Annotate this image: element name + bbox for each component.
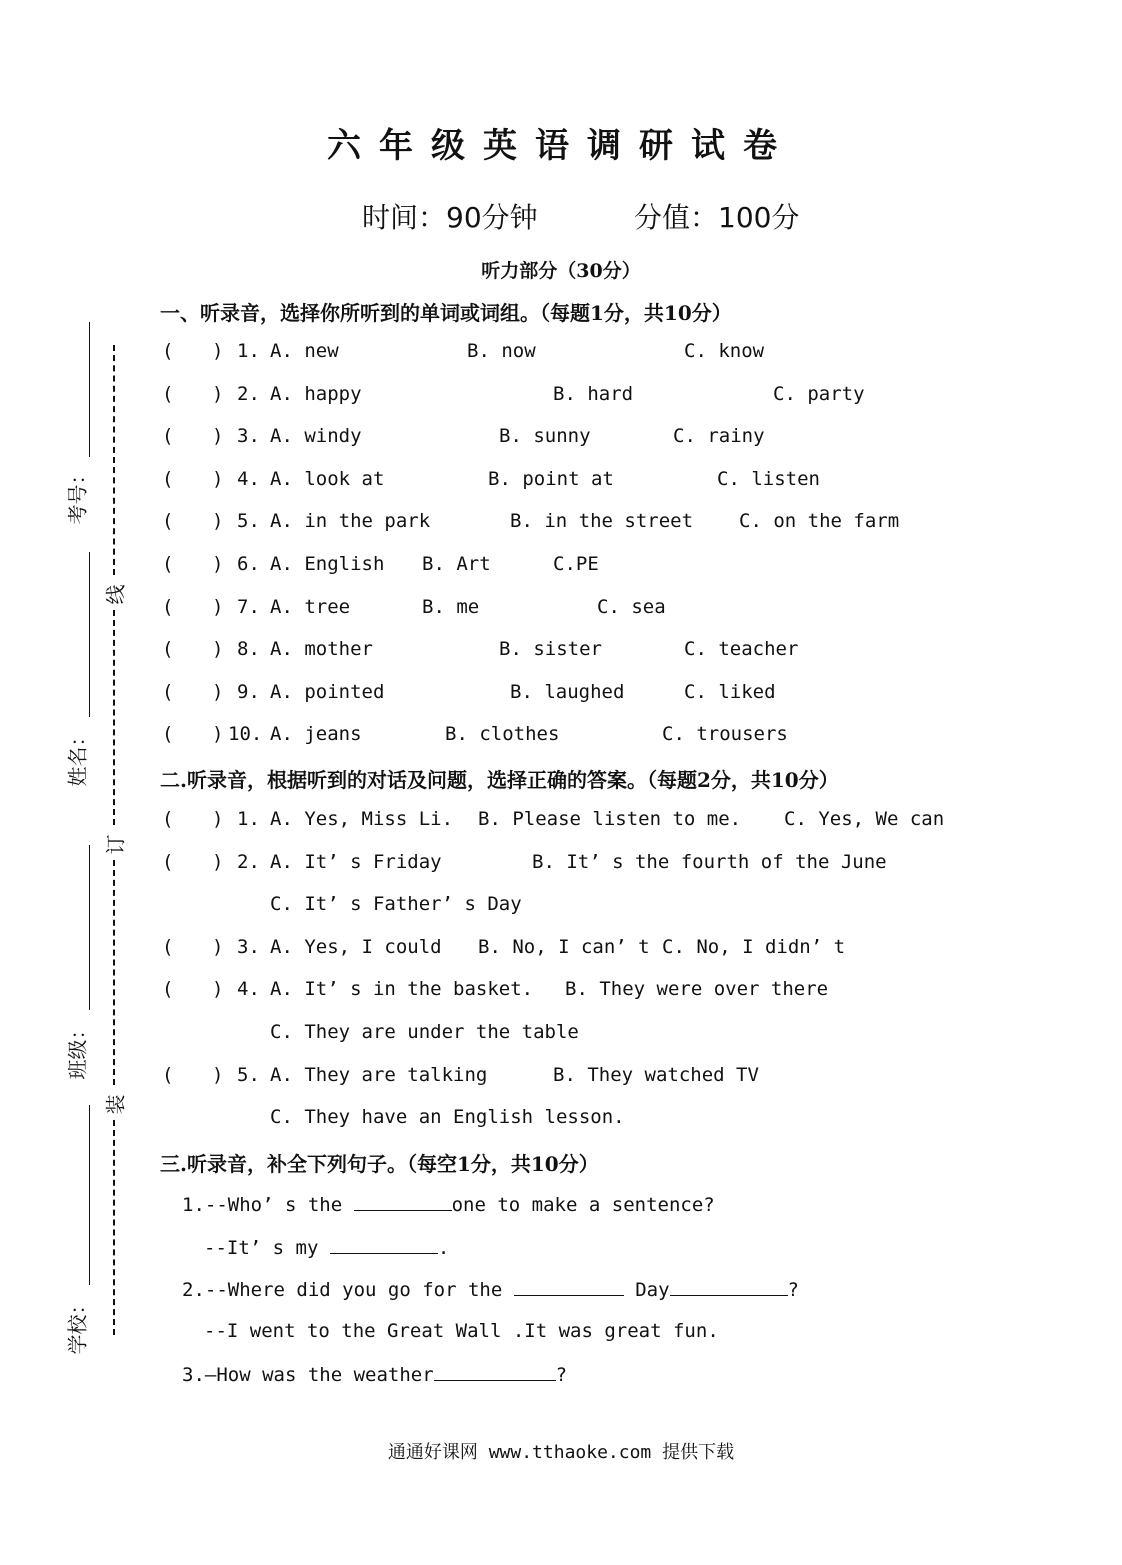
option-b[interactable]: B. me — [422, 596, 480, 618]
answer-paren-open[interactable]: ( — [162, 978, 174, 1000]
answer-paren-close: ) — [212, 596, 224, 618]
option-c[interactable]: C. They have an English lesson. — [270, 1106, 625, 1128]
school-label: 学校： — [65, 1294, 90, 1355]
option-b[interactable]: B. Please listen to me. — [478, 808, 742, 830]
option-c[interactable]: C. party — [773, 383, 865, 405]
answer-paren-close: ) — [212, 851, 224, 873]
option-a[interactable]: A. in the park — [270, 510, 431, 532]
s3-q3-text1: —How was the weather — [204, 1364, 434, 1386]
answer-paren-close: ) — [212, 468, 224, 490]
option-b[interactable]: B. It’ s the fourth of the June — [532, 851, 887, 873]
question-number: 2. — [237, 851, 260, 873]
binding-dash-line — [113, 860, 115, 1085]
option-a[interactable]: A. pointed — [270, 681, 385, 703]
binding-mark-zhuang: 装 — [103, 1094, 128, 1115]
score-label: 分值：100分 — [634, 201, 800, 234]
answer-paren-close: ) — [212, 681, 224, 703]
answer-paren-close: ) — [212, 340, 224, 362]
option-b[interactable]: B. They were over there — [565, 978, 829, 1000]
exam-title: 六年级英语调研试卷 — [327, 126, 795, 166]
listening-part-heading: 听力部分（30分） — [481, 260, 641, 282]
option-b[interactable]: B. hard — [553, 383, 634, 405]
option-c[interactable]: C. It’ s Father’ s Day — [270, 893, 522, 915]
option-b[interactable]: B. now — [467, 340, 536, 362]
option-b[interactable]: B. They watched TV — [553, 1064, 759, 1086]
option-c[interactable]: C. liked — [684, 681, 776, 703]
binding-dash-line — [113, 610, 115, 825]
option-a[interactable]: A. They are talking — [270, 1064, 488, 1086]
option-a[interactable]: A. windy — [270, 425, 362, 447]
option-c[interactable]: C. teacher — [684, 638, 799, 660]
answer-paren-open[interactable]: ( — [162, 808, 174, 830]
answer-paren-open[interactable]: ( — [162, 681, 174, 703]
name-label: 姓名： — [65, 726, 90, 787]
answer-paren-open[interactable]: ( — [162, 468, 174, 490]
question-number: 5. — [237, 510, 260, 532]
answer-paren-open[interactable]: ( — [162, 638, 174, 660]
s3-q2-text3: ? — [787, 1279, 799, 1301]
option-c[interactable]: C. They are under the table — [270, 1021, 579, 1043]
exam-no-line — [89, 322, 90, 457]
answer-paren-open[interactable]: ( — [162, 510, 174, 532]
name-line — [89, 552, 90, 717]
question-number: 6. — [237, 553, 260, 575]
answer-paren-open[interactable]: ( — [162, 596, 174, 618]
option-c[interactable]: C. rainy — [673, 425, 765, 447]
answer-paren-close: ) — [212, 383, 224, 405]
school-line — [89, 1105, 90, 1285]
option-a[interactable]: A. new — [270, 340, 339, 362]
s3-q1-line1 — [182, 1192, 715, 1216]
answer-paren-close: ) — [212, 638, 224, 660]
class-label: 班级： — [65, 1019, 90, 1080]
answer-paren-open[interactable]: ( — [162, 1064, 174, 1086]
time-label: 时间：90分钟 — [362, 201, 538, 234]
question-number: 5. — [237, 1064, 260, 1086]
answer-blank[interactable] — [434, 1362, 556, 1381]
option-c[interactable]: C.PE — [553, 553, 599, 575]
question-number: 7. — [237, 596, 260, 618]
option-c[interactable]: C. trousers — [662, 723, 788, 745]
answer-blank[interactable] — [670, 1277, 788, 1296]
answer-paren-open[interactable]: ( — [162, 425, 174, 447]
answer-paren-close: ) — [212, 808, 224, 830]
question-number: 4. — [237, 468, 260, 490]
option-c[interactable]: C. listen — [717, 468, 820, 490]
option-a[interactable]: A. jeans — [270, 723, 362, 745]
answer-paren-close: ) — [212, 425, 224, 447]
s3-q1-reply1: --It’ s my — [204, 1237, 330, 1259]
s3-q1-text2: one to make a sentence? — [451, 1194, 715, 1216]
answer-paren-close: ) — [212, 723, 224, 745]
option-c[interactable]: C. Yes, We can — [784, 808, 945, 830]
exam-no-label: 考号： — [65, 464, 90, 525]
s3-q1-text1: --Who’ s the — [204, 1194, 354, 1216]
option-a[interactable]: A. mother — [270, 638, 373, 660]
s3-q1-num: 1. — [182, 1194, 205, 1216]
answer-blank[interactable] — [514, 1277, 624, 1296]
option-b[interactable]: B. sunny — [499, 425, 591, 447]
s3-q3-num: 3. — [182, 1364, 205, 1386]
answer-blank[interactable] — [354, 1192, 452, 1211]
binding-mark-ding: 订 — [103, 834, 128, 855]
option-b[interactable]: B. clothes — [445, 723, 560, 745]
answer-paren-close: ) — [212, 978, 224, 1000]
answer-paren-close: ) — [212, 510, 224, 532]
answer-paren-close: ) — [212, 936, 224, 958]
option-c[interactable]: C. No, I didn’ t — [662, 936, 846, 958]
option-a[interactable]: A. happy — [270, 383, 362, 405]
footer-source: 通通好课网 www.tthaoke.com 提供下载 — [387, 1442, 735, 1463]
section2-heading: 二.听录音，根据听到的对话及问题，选择正确的答案。（每题2分，共10分） — [160, 768, 839, 792]
answer-paren-open[interactable]: ( — [162, 936, 174, 958]
option-b[interactable]: B. No, I can’ t — [478, 936, 650, 958]
section1-heading: 一、听录音，选择你所听到的单词或词组。（每题1分，共10分） — [160, 301, 732, 325]
answer-paren-open[interactable]: ( — [162, 383, 174, 405]
s3-q3-line1 — [182, 1362, 567, 1386]
class-line — [89, 845, 90, 1010]
option-a[interactable]: A. Yes, I could — [270, 936, 442, 958]
option-a[interactable]: A. tree — [270, 596, 351, 618]
answer-paren-open[interactable]: ( — [162, 340, 174, 362]
option-c[interactable]: C. on the farm — [739, 510, 900, 532]
question-number: 2. — [237, 383, 260, 405]
s3-q1-line2 — [204, 1235, 449, 1259]
option-b[interactable]: B. point at — [488, 468, 614, 490]
s3-q2-text1: --Where did you go for the — [204, 1279, 514, 1301]
s3-q1-reply2: . — [437, 1237, 450, 1259]
binding-mark-line: 线 — [103, 584, 128, 605]
option-c[interactable]: C. know — [684, 340, 765, 362]
option-b[interactable]: B. Art — [422, 553, 491, 575]
answer-paren-open[interactable]: ( — [162, 553, 174, 575]
option-b[interactable]: B. sister — [499, 638, 602, 660]
s3-q2-text2: Day — [623, 1279, 670, 1301]
section3-heading: 三.听录音，补全下列句子。（每空1分，共10分） — [160, 1152, 599, 1176]
question-number: 3. — [237, 425, 260, 447]
binding-dash-line — [113, 1120, 115, 1335]
question-number: 1. — [237, 808, 260, 830]
question-number: 10. — [228, 723, 263, 745]
s3-q3-text2: ? — [555, 1364, 568, 1386]
answer-paren-close: ) — [212, 1064, 224, 1086]
question-number: 1. — [237, 340, 260, 362]
option-a[interactable]: A. English — [270, 553, 385, 575]
answer-paren-open[interactable]: ( — [162, 723, 174, 745]
question-number: 3. — [237, 936, 260, 958]
s3-q2-line1 — [182, 1277, 799, 1301]
question-number: 9. — [237, 681, 260, 703]
answer-paren-open[interactable]: ( — [162, 851, 174, 873]
binding-dash-line — [113, 345, 115, 575]
question-number: 8. — [237, 638, 260, 660]
option-a[interactable]: A. It’ s Friday — [270, 851, 442, 873]
answer-paren-close: ) — [212, 553, 224, 575]
answer-blank[interactable] — [330, 1235, 438, 1254]
option-b[interactable]: B. laughed — [510, 681, 625, 703]
s3-q2-line2: --I went to the Great Wall .It was great fun. — [204, 1320, 719, 1342]
option-c[interactable]: C. sea — [597, 596, 666, 618]
option-a[interactable]: A. Yes, Miss Li. — [270, 808, 454, 830]
question-number: 4. — [237, 978, 260, 1000]
option-a[interactable]: A. It’ s in the basket. — [270, 978, 534, 1000]
s3-q2-num: 2. — [182, 1279, 205, 1301]
option-a[interactable]: A. look at — [270, 468, 385, 490]
option-b[interactable]: B. in the street — [510, 510, 694, 532]
